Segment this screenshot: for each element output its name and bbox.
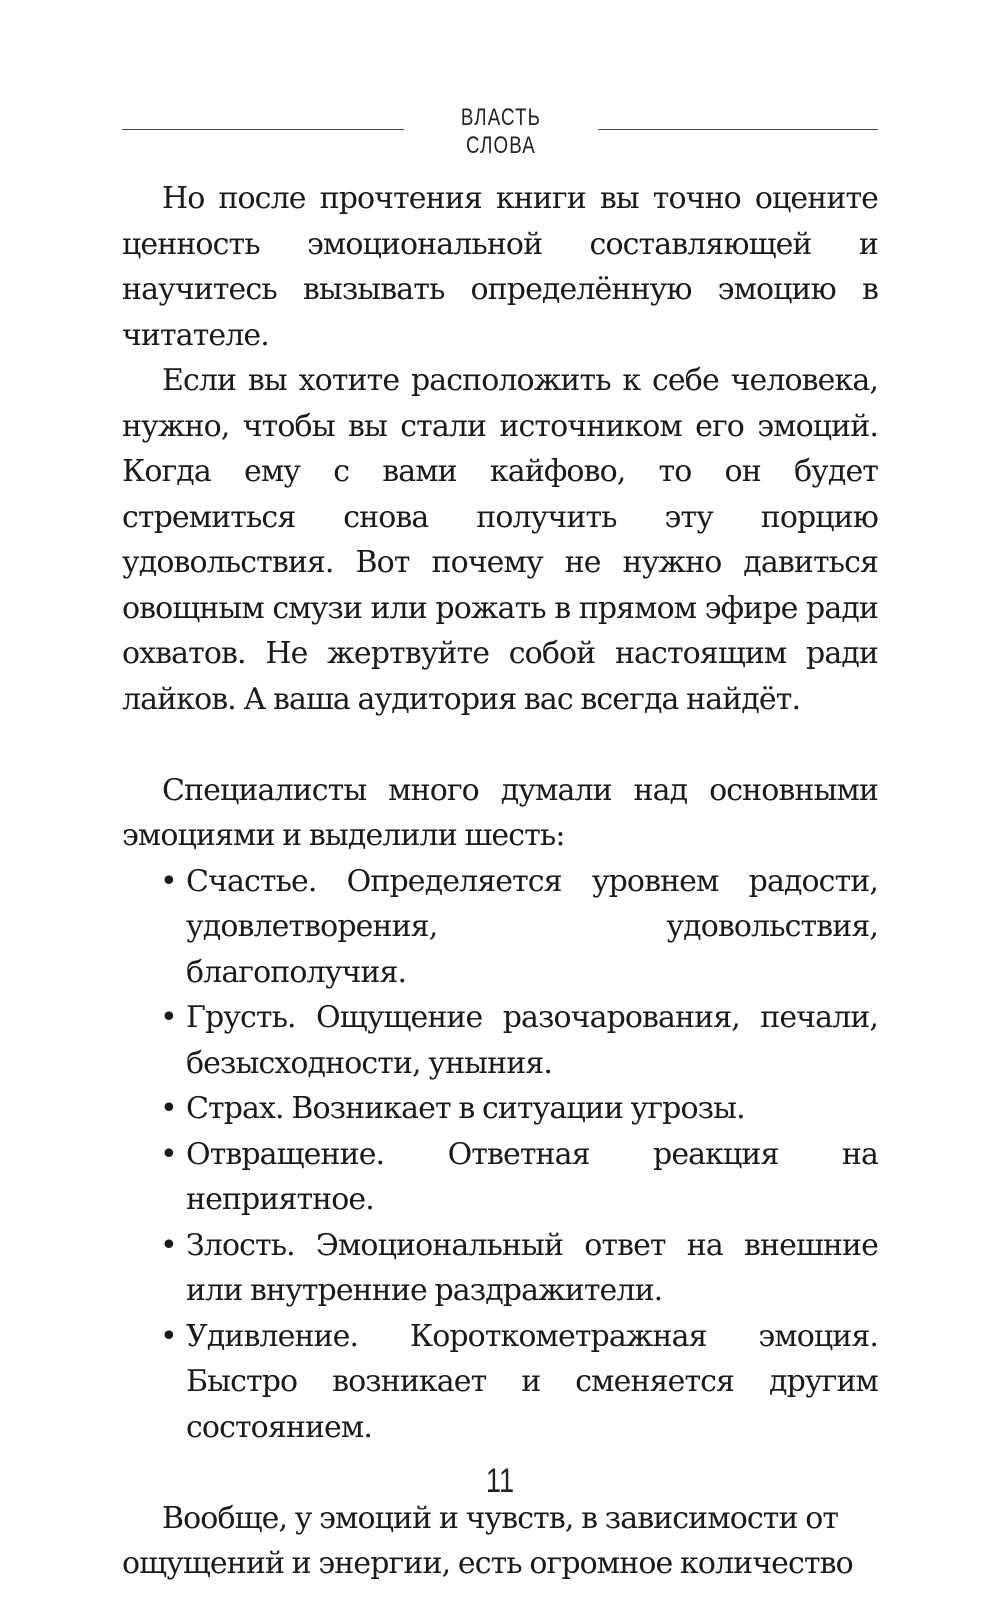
header-rule-left xyxy=(122,129,404,130)
paragraph: Специалисты много думали над основными эмоциями и выделили шесть: xyxy=(122,772,878,853)
emotions-list xyxy=(122,859,878,1451)
list-item: • Грусть. Ощущение разочарования, печали, безысходности, уныния. xyxy=(122,995,878,1086)
list-item: • Удивление. Короткометражная эмоция. Быстро возникает и сменяется другим состоянием. xyxy=(122,1314,878,1451)
page-body xyxy=(122,176,878,1587)
header-rule-right xyxy=(598,129,878,130)
paragraph: Но после прочтения книги вы точно оцените ценность эмоциональной составляющей и научитесь вызывать определённую эмоцию в читателе. xyxy=(122,181,878,353)
paragraph: Если вы хотите расположить к себе человека, нужно, чтобы вы стали источником его эмоций. Когда ему с вами кайфово, то он будет стремиться снова получить эту порцию удовольствия. Вот почему не нужно давиться овощным смузи или рожать в прямом эфире ради охватов. Не жертвуйте собой настоящим ради лайков. А ваша аудитория вас всегда найдёт. xyxy=(122,363,878,717)
running-title: ВЛАСТЬ СЛОВА xyxy=(460,104,542,159)
list-item: • Счастье. Определяется уровнем радости, удовлетворения, удовольствия, благополучия. xyxy=(122,859,878,996)
running-header xyxy=(122,104,878,159)
list-item: • Отвращение. Ответная реакция на неприятное. xyxy=(122,1132,878,1223)
paragraph: Вообще, у эмоций и чувств, в зависимости от ощущений и энергии, есть огромное количество xyxy=(122,1500,853,1581)
list-item: • Злость. Эмоциональный ответ на внешние или внутренние раздражители. xyxy=(122,1223,878,1314)
paragraph-gap xyxy=(122,722,878,768)
page-number: 11 xyxy=(485,1462,515,1500)
list-item: • Страх. Возникает в ситуации угрозы. xyxy=(122,1086,878,1132)
